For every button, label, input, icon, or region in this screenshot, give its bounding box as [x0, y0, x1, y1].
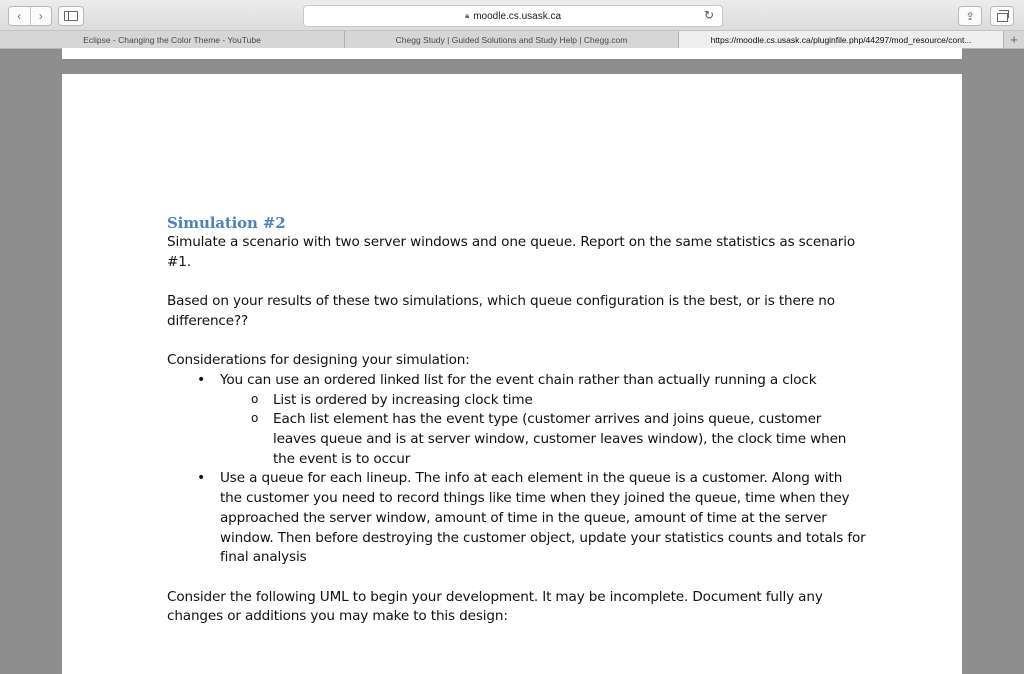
address-bar[interactable] — [303, 5, 723, 27]
bullet-text: You can use an ordered linked list for the event chain rather than actually running a clock — [220, 371, 817, 388]
list-item — [167, 371, 867, 470]
tab-chegg-study[interactable] — [345, 31, 679, 48]
sub-list — [220, 391, 867, 470]
tab-moodle-pdf[interactable] — [679, 31, 1004, 48]
sidebar-icon — [64, 11, 78, 21]
browser-toolbar — [0, 0, 1024, 31]
tab-title: Chegg Study | Guided Solutions and Study Help | Chegg.com — [395, 34, 628, 45]
nav-button-group — [8, 6, 52, 26]
chevron-right-icon: › — [38, 9, 43, 23]
section-heading: Simulation #2 — [167, 214, 286, 232]
considerations-list — [167, 371, 867, 568]
tab-overview-button[interactable] — [990, 6, 1014, 26]
pdf-page — [62, 74, 962, 674]
sub-list-item: o List is ordered by increasing clock time — [220, 391, 867, 411]
share-icon: ⇪ — [965, 10, 975, 23]
paragraph-question: Based on your results of these two simulations, which queue configuration is the best, or is there no difference?? — [167, 293, 835, 329]
address-text: moodle.cs.usask.ca — [473, 10, 562, 22]
tabs-overview-icon — [997, 13, 1008, 22]
tab-eclipse-youtube[interactable] — [0, 31, 345, 48]
bullet-text: Use a queue for each lineup. The info at each element in the queue is a customer. Along with the customer you need to record things like time when they joined the queue, time when they approached the server window, amount of time in the queue, amount of time at the server window. Then before destroying the customer object, update your statistics counts and totals for final analysis — [220, 470, 866, 566]
back-button[interactable] — [9, 7, 30, 25]
forward-button[interactable] — [30, 7, 52, 25]
considerations-title: Considerations for designing your simulation: — [167, 352, 470, 369]
new-tab-button[interactable] — [1004, 31, 1024, 48]
reload-icon[interactable]: ↻ — [703, 8, 714, 22]
document-body — [167, 214, 867, 627]
tab-strip — [0, 31, 1024, 49]
paragraph-uml-intro: Consider the following UML to begin your development. It may be incomplete. Document fully any changes or additions you may make to this design: — [167, 588, 823, 625]
sidebar-toggle-button[interactable] — [58, 6, 84, 26]
previous-pdf-page — [62, 48, 962, 59]
tab-title: https://moodle.cs.usask.ca/pluginfile.php/44297/mod_resource/cont... — [710, 34, 972, 45]
plus-icon: + — [1010, 32, 1018, 47]
lock-icon: 🔒︎ — [464, 11, 470, 20]
share-button[interactable] — [958, 6, 982, 26]
paragraph-scenario: Simulate a scenario with two server windows and one queue. Report on the same statistics as scenario #1. — [167, 234, 856, 270]
list-item — [167, 469, 867, 568]
sub-list-item: o Each list element has the event type (customer arrives and joins queue, customer leaves queue and is at server window, customer leaves window), the clock time when the event is to occur — [220, 410, 867, 469]
chevron-left-icon: ‹ — [17, 9, 22, 23]
tab-title: Eclipse - Changing the Color Theme - YouTube — [83, 34, 261, 45]
